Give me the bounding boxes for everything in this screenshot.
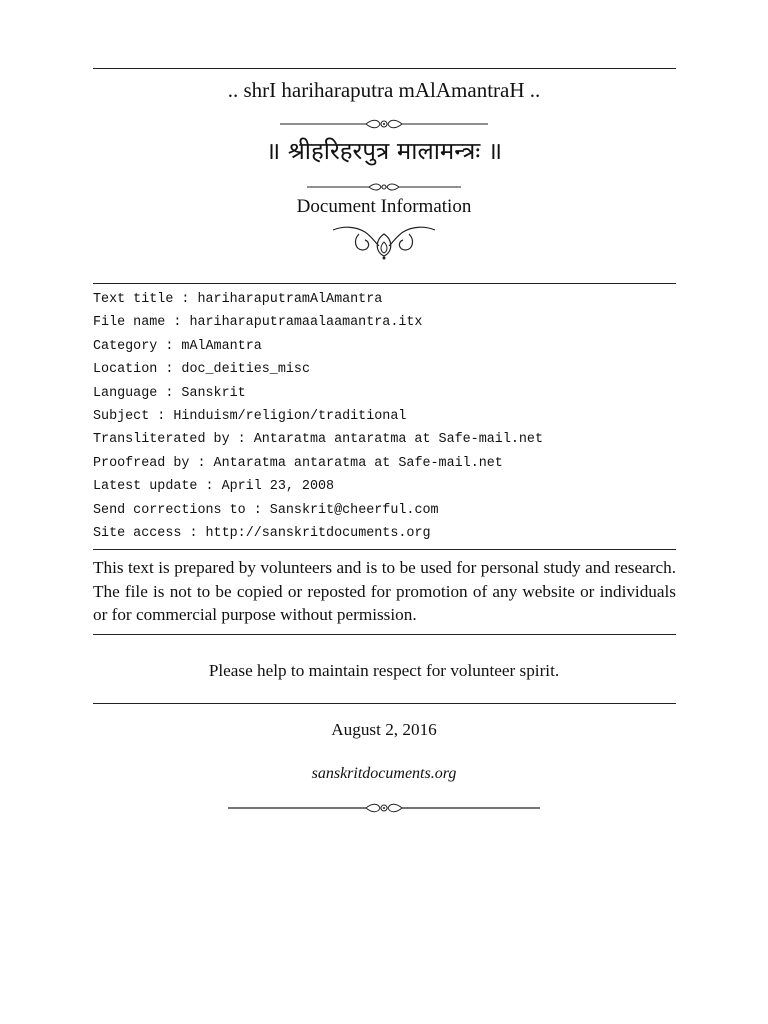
info-bottom-rule <box>93 549 676 550</box>
site-name: sanskritdocuments.org <box>311 765 457 782</box>
info-value: April 23, 2008 <box>221 479 335 495</box>
info-value: http://sanskritdocuments.org <box>205 525 431 541</box>
notice-bottom-rule <box>93 634 676 635</box>
document-date: August 2, 2016 <box>331 720 437 739</box>
usage-notice: This text is prepared by volunteers and is to be used for personal study and research. The file is not to be copied or reposted for promotion of any website or individuals or for commercial purpose without permission. <box>93 558 676 625</box>
info-value: hariharaputramaalaamantra.itx <box>189 315 423 331</box>
info-label: Location <box>93 362 158 378</box>
info-location: Location : doc_deities_misc <box>93 362 310 378</box>
info-label: Transliterated by <box>93 432 230 448</box>
section-heading: Document Information <box>296 196 472 217</box>
info-site-access: Site access : http://sanskritdocuments.org <box>93 525 431 541</box>
info-subject: Subject : Hinduism/religion/traditional <box>93 408 407 424</box>
info-send-corrections: Send corrections to : Sanskrit@cheerful.com <box>93 502 439 518</box>
info-category: Category : mAlAmantra <box>93 338 262 354</box>
info-label: Site access <box>93 525 182 541</box>
info-value: Hinduism/religion/traditional <box>173 408 407 424</box>
ornament-small-divider-icon <box>307 180 461 194</box>
footer-ornament-divider-icon <box>228 800 540 816</box>
info-label: Subject <box>93 408 150 424</box>
info-label: Send corrections to <box>93 502 246 518</box>
document-info-list <box>93 288 543 545</box>
info-value: hariharaputramAlAmantra <box>197 292 383 307</box>
info-value: Sanskrit <box>181 385 246 401</box>
info-label: Language <box>93 385 158 401</box>
info-text-title: Text title : hariharaputramAlAmantra <box>93 292 383 307</box>
info-label: Category <box>93 338 158 354</box>
info-language: Language : Sanskrit <box>93 385 246 401</box>
title-latin: .. shrI hariharaputra mAlAmantraH .. <box>227 78 541 102</box>
respect-bottom-rule <box>93 703 676 704</box>
info-file-name: File name : hariharaputramaalaamantra.itx <box>93 315 423 331</box>
info-label: Latest update <box>93 479 198 495</box>
flourish-ornament-icon <box>331 224 437 260</box>
respect-message: Please help to maintain respect for volunteer spirit. <box>208 661 560 680</box>
info-value: mAlAmantra <box>181 338 262 354</box>
title-devanagari: ॥ श्रीहरिहरपुत्र मालामन्त्रः ॥ <box>265 137 503 165</box>
info-value: Sanskrit@cheerful.com <box>269 502 439 518</box>
info-latest-update: Latest update : April 23, 2008 <box>93 479 335 495</box>
info-label: File name <box>93 315 166 331</box>
ornament-divider-icon <box>280 116 488 132</box>
info-label: Text title <box>93 292 174 307</box>
top-rule <box>93 68 676 69</box>
info-value: Antaratma antaratma at Safe-mail.net <box>213 455 503 471</box>
info-label: Proofread by <box>93 455 190 471</box>
info-value: doc_deities_misc <box>181 362 310 378</box>
info-value: Antaratma antaratma at Safe-mail.net <box>253 432 544 448</box>
info-transliterated-by: Transliterated by : Antaratma antaratma at Safe-mail.net <box>93 432 544 448</box>
info-top-rule <box>93 283 676 284</box>
info-proofread-by: Proofread by : Antaratma antaratma at Safe-mail.net <box>93 455 503 471</box>
